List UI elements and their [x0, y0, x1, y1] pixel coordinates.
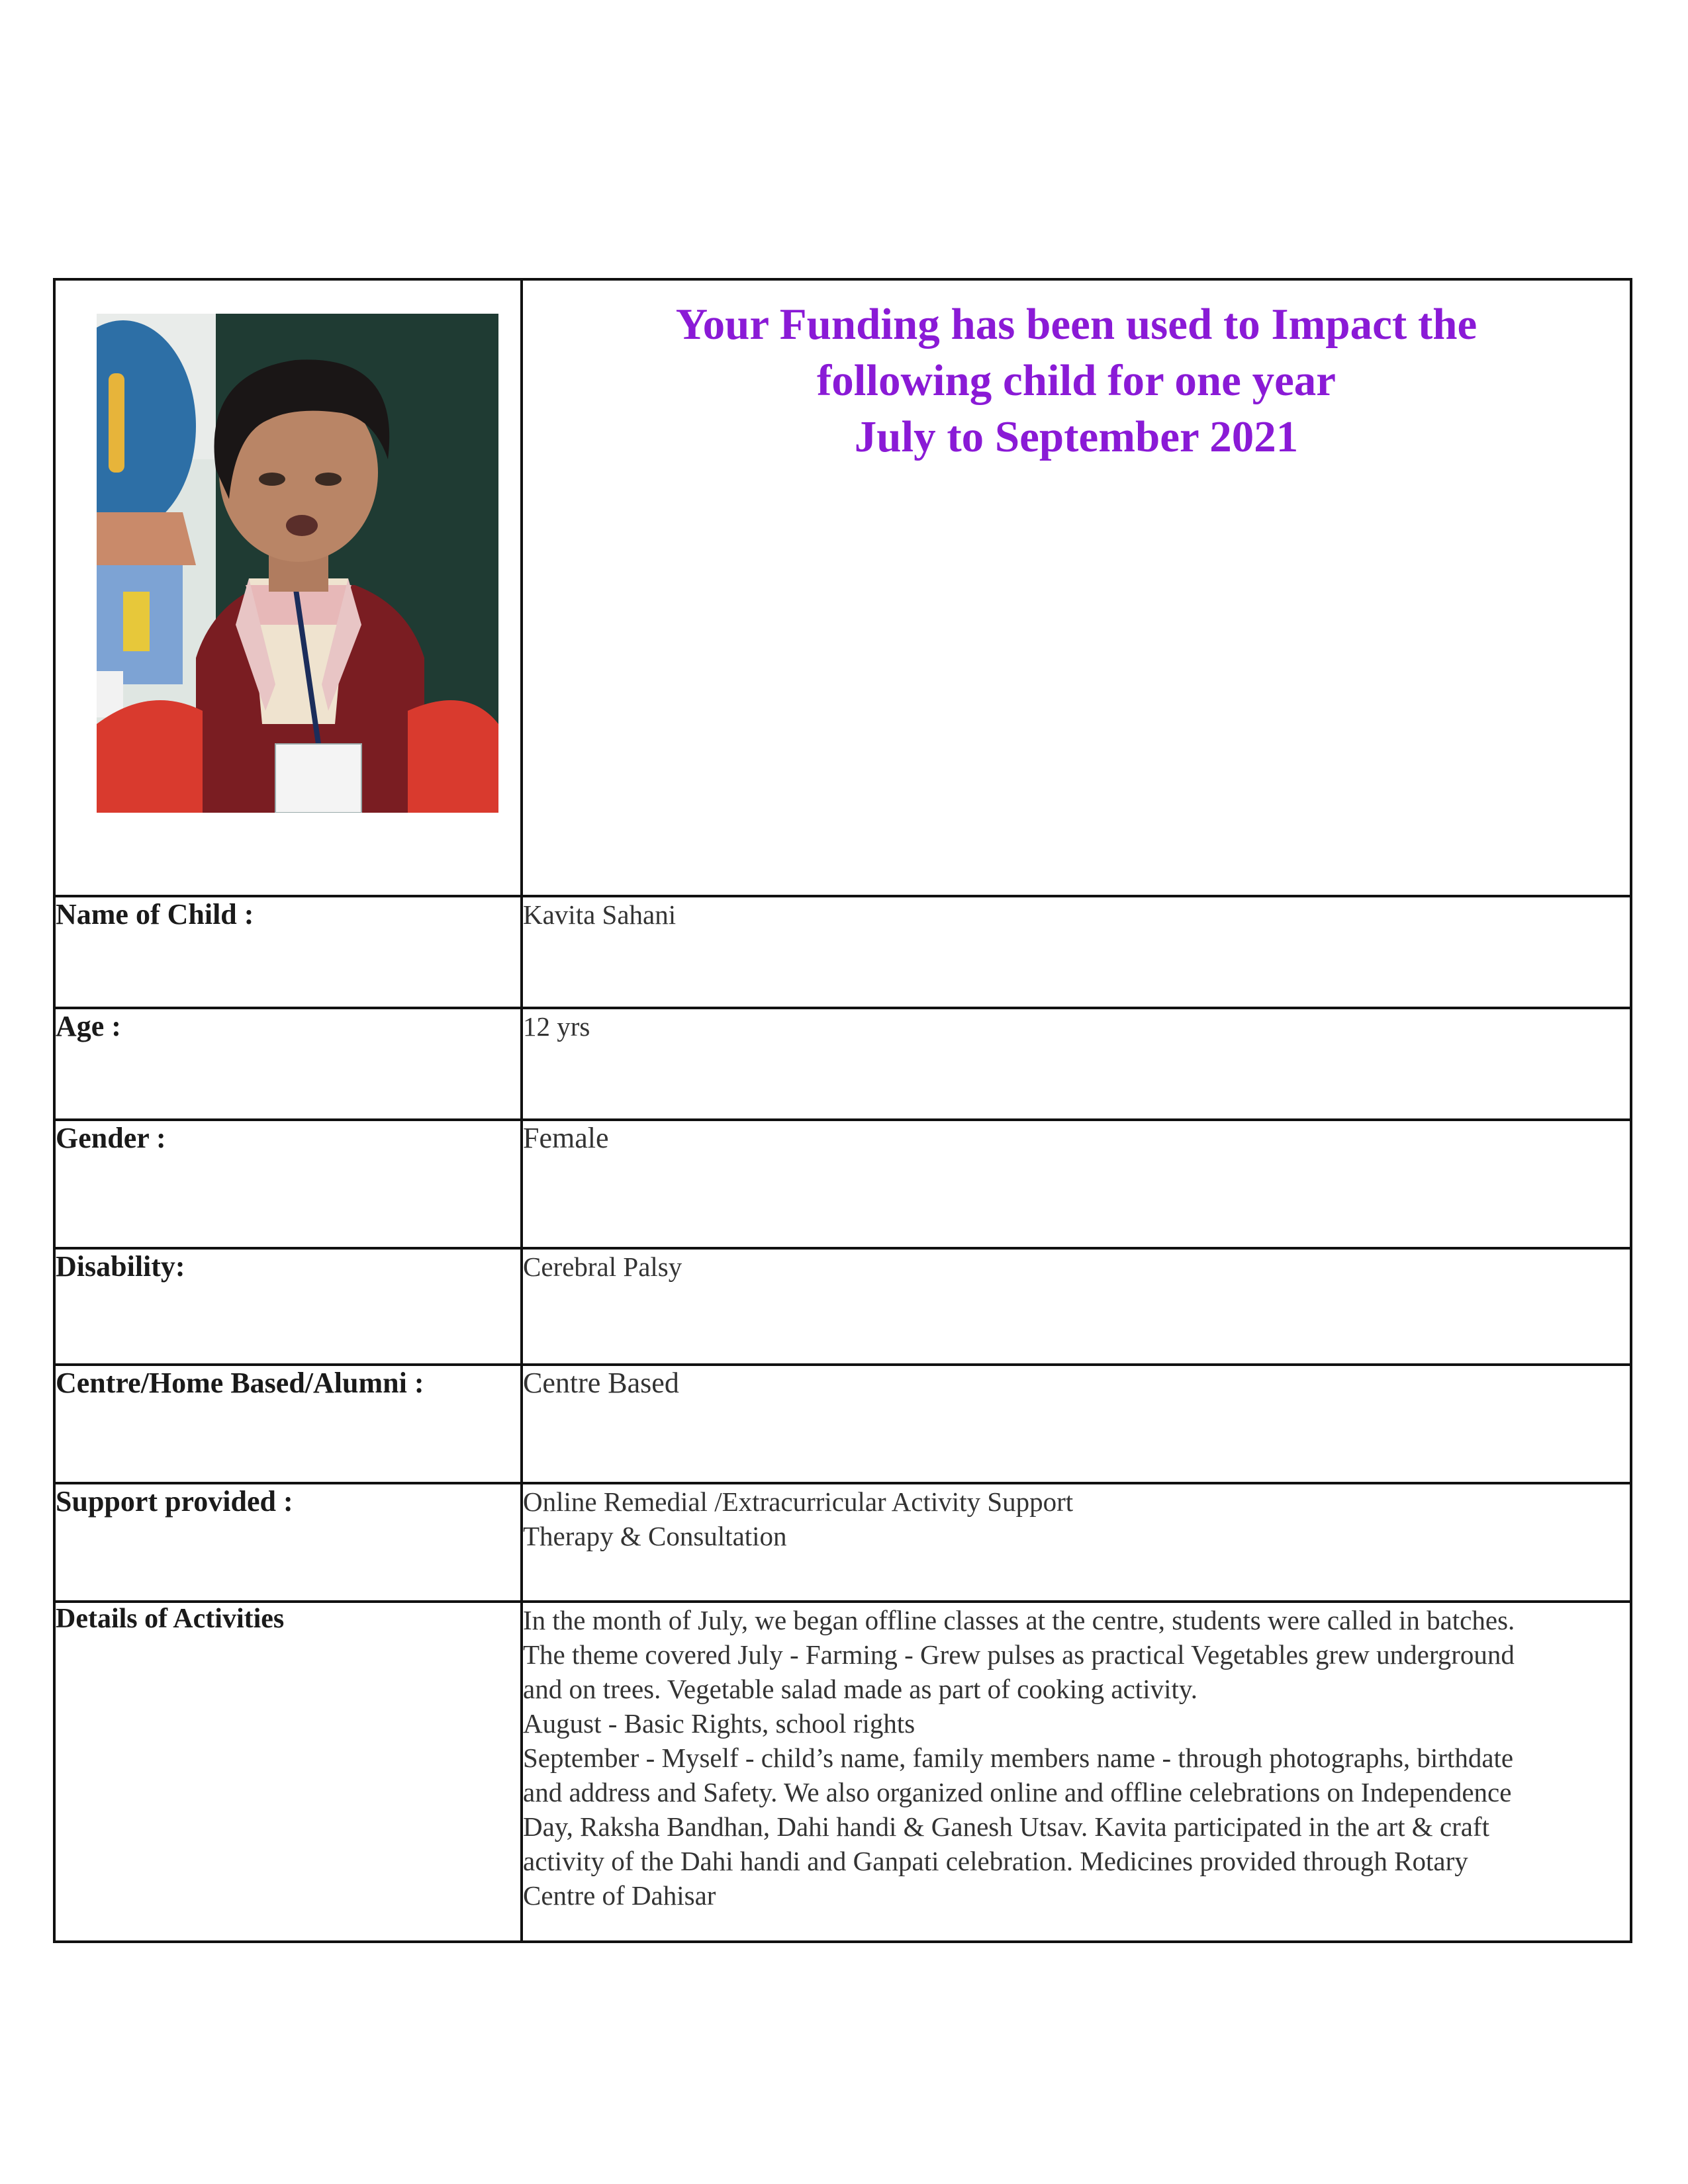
- age-value: 12 yrs: [522, 1008, 1631, 1120]
- age-label: Age :: [54, 1008, 522, 1120]
- support-label: Support provided :: [54, 1483, 522, 1602]
- details-row: [54, 1602, 1631, 1942]
- child-photo: [97, 314, 498, 813]
- details-line: The theme covered July - Farming - Grew pulses as practical Vegetables grew underground: [523, 1639, 1515, 1670]
- photo-cell: [54, 279, 522, 896]
- header-row: [54, 279, 1631, 896]
- support-line-1: Online Remedial /Extracurricular Activity Support: [523, 1486, 1074, 1517]
- heading-line-1: Your Funding has been used to Impact the: [675, 300, 1477, 349]
- heading-line-2: following child for one year: [816, 356, 1336, 405]
- age-row: [54, 1008, 1631, 1120]
- details-line: and address and Safety. We also organized online and offline celebrations on Independence: [523, 1777, 1512, 1807]
- details-text: [523, 1603, 1630, 1913]
- name-label: Name of Child :: [54, 896, 522, 1008]
- details-line: Day, Raksha Bandhan, Dahi handi & Ganesh Utsav. Kavita participated in the art & craft: [523, 1811, 1489, 1842]
- support-line-2: Therapy & Consultation: [523, 1521, 787, 1551]
- support-value: [522, 1483, 1631, 1602]
- report-heading: [523, 296, 1630, 465]
- centre-row: [54, 1365, 1631, 1483]
- gender-label: Gender :: [54, 1120, 522, 1248]
- details-value: [522, 1602, 1631, 1942]
- disability-label: Disability:: [54, 1248, 522, 1365]
- heading-line-3: July to September 2021: [854, 412, 1299, 461]
- details-line: and on trees. Vegetable salad made as part of cooking activity.: [523, 1674, 1197, 1704]
- heading-cell: [522, 279, 1631, 896]
- details-line: Centre of Dahisar: [523, 1880, 716, 1911]
- name-row: [54, 896, 1631, 1008]
- details-line: activity of the Dahi handi and Ganpati celebration. Medicines provided through Rotary: [523, 1846, 1468, 1876]
- child-impact-table: [53, 278, 1632, 1943]
- disability-row: [54, 1248, 1631, 1365]
- support-row: [54, 1483, 1631, 1602]
- details-line: In the month of July, we began offline classes at the centre, students were called in batches.: [523, 1605, 1515, 1635]
- details-line: August - Basic Rights, school rights: [523, 1708, 915, 1739]
- name-value: Kavita Sahani: [522, 896, 1631, 1008]
- centre-label: Centre/Home Based/Alumni :: [54, 1365, 522, 1483]
- centre-value: Centre Based: [522, 1365, 1631, 1483]
- gender-row: [54, 1120, 1631, 1248]
- gender-value: Female: [522, 1120, 1631, 1248]
- details-line: September - Myself - child’s name, family members name - through photographs, birthdate: [523, 1743, 1514, 1773]
- disability-value: Cerebral Palsy: [522, 1248, 1631, 1365]
- details-label: Details of Activities: [54, 1602, 522, 1942]
